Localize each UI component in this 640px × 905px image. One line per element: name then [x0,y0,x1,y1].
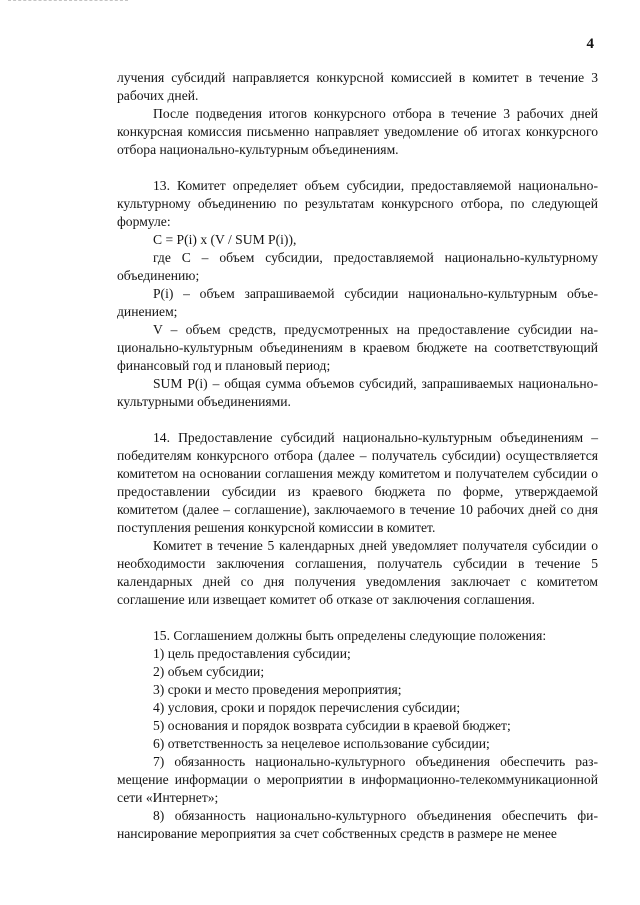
paragraph-section-13: 13. Комитет определяет объем субсидии, предоставляемой национально-культурному объединению по результатам конкурсного отбора, по следующей формуле: [117,178,598,229]
formula-definition: SUM P(i) – общая сумма объемов субсидий, запрашиваемых национально-культурными объединениями. [117,376,598,409]
list-item: 1) цель предоставления субсидии; [153,646,351,661]
paragraph-section-15: 15. Соглашением должны быть определены следующие положения: [153,628,547,643]
list-item: 6) ответственность за нецелевое использование субсидии; [153,736,490,751]
formula-definition: P(i) – объем запрашиваемой субсидии национально-культурным объединением; [117,286,598,319]
list-item: 4) условия, сроки и порядок перечисления субсидии; [153,700,461,715]
paragraph-section-14: 14. Предоставление субсидий национально-культурным объединениям – победителям конкурсного отбора (далее – получатель субсидии) осуществляется комитетом на основании соглашения между комитетом и получателем субсидии о предоставлении субсидии из краевого бюджета по форме, утверждаемой комитетом (далее – соглашение), заключаемого в течение 10 рабочих дней со дня поступления решения конкурсной комиссии в комитет. [117,430,598,535]
paragraph: После подведения итогов конкурсного отбора в течение 3 рабочих дней конкурсная комиссия письменно направляет уведомление об итогах конкурсного отбора национально-культурным объединениям. [117,106,598,157]
list-item: 3) сроки и место проведения мероприятия; [153,682,402,697]
document-body [117,69,598,843]
paragraph: лучения субсидий направляется конкурсной комиссией в комитет в течение 3 рабочих дней. [117,70,598,103]
formula: C = P(i) x (V / SUM P(i)), [153,232,297,247]
list-item: 7) обязанность национально-культурного объединения обеспечить размещение информации о мероприятии в информационно-телекоммуникационной сети «Интернет»; [117,754,598,805]
list-item: 2) объем субсидии; [153,664,265,679]
scan-artifact [8,0,128,7]
list-item: 8) обязанность национально-культурного объединения обеспечить финансирование мероприятия за счет собственных средств в размере не менее [117,808,598,841]
formula-definition: где C – объем субсидии, предоставляемой национально-культурному объединению; [117,250,598,283]
list-item: 5) основания и порядок возврата субсидии в краевой бюджет; [153,718,511,733]
formula-definition: V – объем средств, предусмотренных на предоставление субсидии национально-культурным объединениям в краевом бюджете на соответствующий финансовый год и плановый период; [117,322,598,373]
paragraph: Комитет в течение 5 календарных дней уведомляет получателя субсидии о необходимости заключения соглашения, получатель субсидии в течение 5 календарных дней со дня получения уведомления заключает с комитетом соглашение или извещает комитет об отказе от заключения соглашения. [117,538,598,607]
page-number: 4 [586,36,594,52]
